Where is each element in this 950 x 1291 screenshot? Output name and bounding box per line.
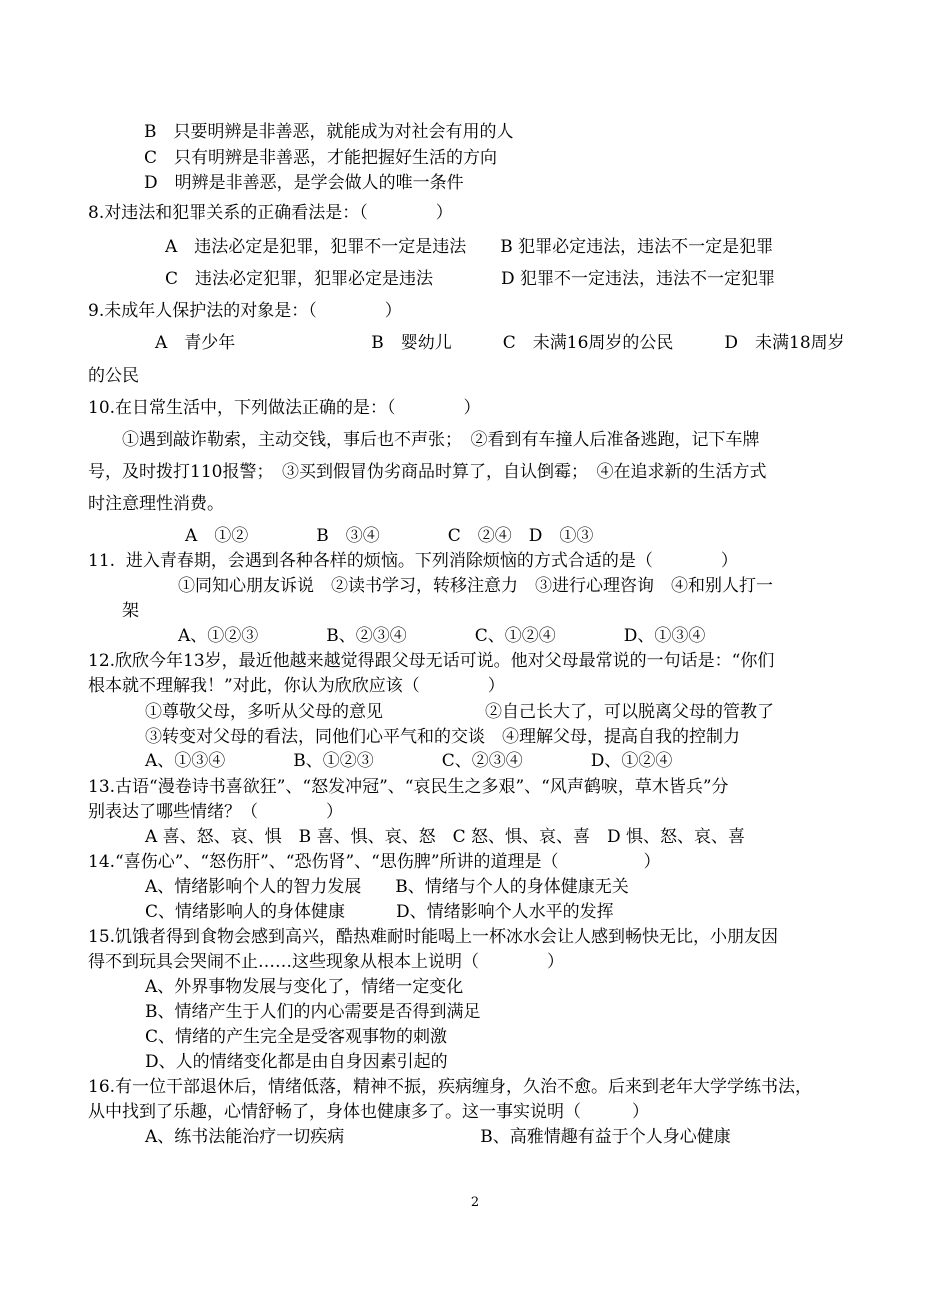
text-line: 从中找到了乐趣，心情舒畅了，身体也健康多了。这一事实说明（ ）	[88, 1102, 649, 1122]
text-line: ①同知心朋友诉说 ②读书学习，转移注意力 ③进行心理咨询 ④和别人打一	[178, 576, 773, 596]
text-line: A 违法必定是犯罪，犯罪不一定是违法 B 犯罪必定违法，违法不一定是犯罪	[165, 237, 774, 257]
text-line: C 违法必定犯罪，犯罪必定是违法 D 犯罪不一定违法，违法不一定犯罪	[165, 269, 776, 289]
text-line: 16.有一位干部退休后，情绪低落，精神不振，疾病缠身，久治不愈。后来到老年大学学练书法，	[88, 1077, 813, 1097]
text-line: A 青少年 B 婴幼儿 C 未满16周岁的公民 D 未满18周岁	[155, 333, 845, 353]
text-line: 架	[122, 601, 139, 621]
text-line: C 只有明辨是非善恶，才能把握好生活的方向	[144, 148, 498, 168]
text-line: 13.古语“漫卷诗书喜欲狂”、“怒发冲冠”、“哀民生之多艰”、“风声鹤唳，草木皆兵”分	[88, 777, 729, 797]
text-line: 别表达了哪些情绪？（ ）	[88, 802, 343, 822]
text-line: 根本就不理解我！”对此，你认为欣欣应该（ ）	[88, 676, 505, 696]
text-line: A、情绪影响个人的智力发展 B、情绪与个人的身体健康无关	[145, 877, 629, 897]
text-line: B、情绪产生于人们的内心需要是否得到满足	[145, 1002, 481, 1022]
text-line: ③转变对父母的看法，同他们心平气和的交谈 ④理解父母，提高自我的控制力	[145, 727, 740, 747]
text-line: C、情绪的产生完全是受客观事物的刺激	[145, 1027, 448, 1047]
text-line: 10.在日常生活中，下列做法正确的是：（ ）	[88, 398, 481, 418]
text-line: A ①② B ③④ C ②④ D ①③	[185, 526, 594, 546]
text-line: 14.“喜伤心”、“怒伤肝”、“恐伤肾”、“思伤脾”所讲的道理是（ ）	[88, 852, 661, 872]
text-line: ①遇到敲诈勒索，主动交钱，事后也不声张； ②看到有车撞人后准备逃跑，记下车牌	[122, 430, 760, 450]
text-line: 的公民	[88, 366, 139, 386]
text-line: 8.对违法和犯罪关系的正确看法是：（ ）	[88, 203, 453, 223]
text-line: A、①③④ B、①②③ C、②③④ D、①②④	[145, 751, 673, 771]
text-line: D 明辨是非善恶，是学会做人的唯一条件	[144, 173, 464, 193]
text-line: A 喜、怒、哀、惧 B 喜、惧、哀、怒 C 怒、惧、哀、喜 D 惧、怒、哀、喜	[145, 827, 746, 847]
text-line: C、情绪影响人的身体健康 D、情绪影响个人水平的发挥	[145, 902, 614, 922]
text-line: 号，及时拨打110报警； ③买到假冒伪劣商品时算了，自认倒霉； ④在追求新的生活方式	[88, 462, 767, 482]
page-number: 2	[470, 1195, 480, 1210]
text-line: 得不到玩具会哭闹不止……这些现象从根本上说明（ ）	[88, 952, 564, 972]
text-line: ①尊敬父母，多听从父母的意见 ②自己长大了，可以脱离父母的管教了	[145, 702, 774, 722]
text-line: 9.未成年人保护法的对象是：（ ）	[88, 301, 402, 321]
text-line: A、外界事物发展与变化了，情绪一定变化	[145, 977, 464, 997]
text-line: 12.欣欣今年13岁，最近他越来越觉得跟父母无话可说。他对父母最常说的一句话是：“你们	[88, 651, 775, 671]
text-line: B 只要明辨是非善恶，就能成为对社会有用的人	[144, 122, 514, 142]
text-line: 15.饥饿者得到食物会感到高兴，酷热难耐时能喝上一杯冰水会让人感到畅快无比，小朋友因	[88, 927, 779, 947]
text-line: A、练书法能治疗一切疾病 B、高雅情趣有益于个人身心健康	[145, 1127, 731, 1147]
text-line: D、人的情绪变化都是由自身因素引起的	[145, 1052, 448, 1072]
text-line: 时注意理性消费。	[88, 494, 224, 514]
text-line: 11. 进入青春期，会遇到各种各样的烦恼。下列消除烦恼的方式合适的是（ ）	[88, 551, 738, 571]
text-line: A、①②③ B、②③④ C、①②④ D、①③④	[178, 626, 706, 646]
